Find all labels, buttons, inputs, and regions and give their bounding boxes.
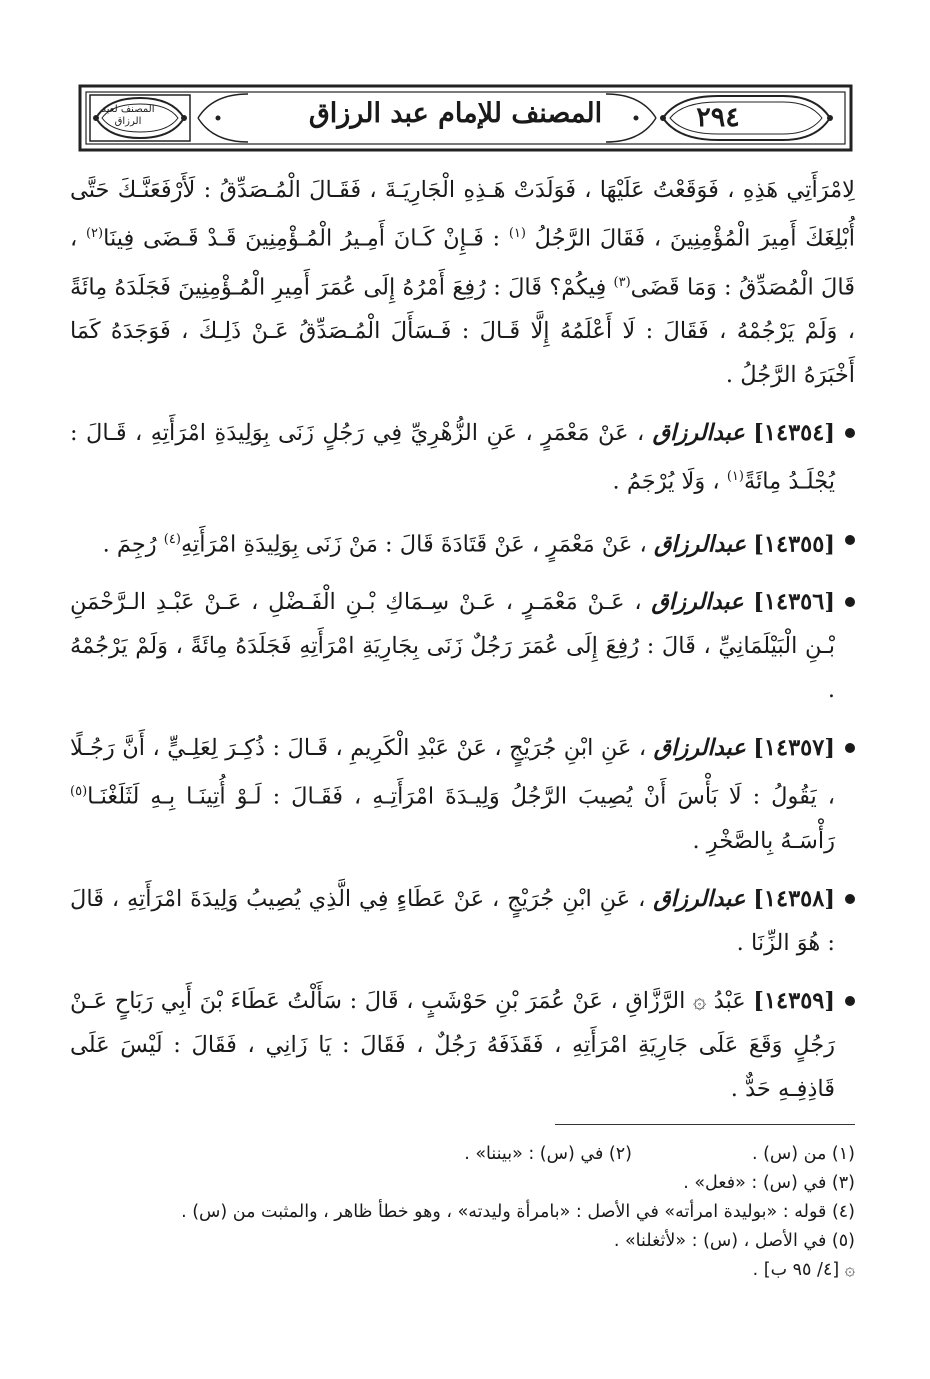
entry-text: ، وَلَا يُرْجَمُ . <box>612 468 720 495</box>
entry-number: [١٤٣٥٦] <box>753 589 835 615</box>
entry-text: ، عَنِ ابْنِ جُرَيْجٍ ، عَنْ عَبْدِ الْكَرِيمِ ، قَـالَ : ذُكِـرَ لِعَلِـيٍّ ، أَنَّ رَجُـلًا ، يَقُولُ : لَا بَأْسَ أَنْ يُصِيبَ الرَّجُلُ وَلِيـدَةَ امْرَأَتِـهِ ، فَقَـالَ : لَـوْ أُتِينَـا بِـهِ لَثَلَغْنَـا <box>70 735 835 810</box>
footnote-ref: (٣) <box>613 274 631 290</box>
footnote-ref: (٥) <box>70 784 88 799</box>
narrator-name: عبدالرزاق <box>653 531 747 557</box>
footnote-row <box>75 1140 855 1169</box>
entry-number: [١٤٣٥٨] <box>753 885 835 912</box>
running-title: المصنف للإمام عبد الرزاق <box>308 98 603 129</box>
hadith-entry <box>70 877 855 965</box>
entry-text: ، عَنْ مَعْمَرٍ ، عَنِ الزُّهْرِيِّ فِي رَجُلٍ زَنَى بِوَلِيدَةِ امْرَأَتِهِ ، قَـالَ : يُجْلَـدُ مِائَةً <box>70 420 835 495</box>
opening-text: : فَـإِنْ كَـانَ أَمِـيرُ الْمُـؤْمِنِينَ قَـدْ قَـضَى فِينَا <box>103 225 501 252</box>
entry-text: رَأْسَـهُ بِالصَّخْرِ . <box>692 827 835 854</box>
entry-text: ، عَنْ عُمَرَ بْنِ حَوْشَبٍ ، قَالَ : سَأَلْتُ عَطَاءَ بْنَ أَبِي رَبَاحٍ عَـنْ رَجُلٍ وَقَعَ عَلَى جَارِيَةِ امْرَأَتِهِ ، فَقَذَفَهُ رَجُلٌ ، فَقَالَ : يَا زَانِي ، فَقَالَ : لَيْسَ عَلَى قَاذِفِـهِ حَدٌّ . <box>70 987 835 1102</box>
narrator-name: عبدالرزاق <box>651 589 744 615</box>
narrator-name: عَبْدُ ۞ الرَّزَّاقِ <box>625 987 746 1014</box>
hadith-entry <box>70 411 855 504</box>
entry-text: ، عَـنْ مَعْمَـرٍ ، عَـنْ سِـمَاكِ بْـنِ الْفَـضْلِ ، عَـنْ عَبْـدِ الـرَّحْمَنِ بْـنِ الْبَيْلَمَانِيِّ ، قَالَ : رُفِعَ إِلَى عُمَرَ رَجُلٌ زَنَى بِجَارِيَةِ امْرَأَتِهِ فَجَلَدَهُ مِائَةً ، وَلَمْ يَرْجُمْهُ . <box>70 589 835 703</box>
footnote-3: (٣) في (س) : «فعل» . <box>683 1173 855 1193</box>
bullet-icon <box>845 428 855 438</box>
hadith-entry <box>70 518 855 567</box>
opening-text: فِيكُمْ؟ قَالَ : رُفِعَ أَمْرُهُ إِلَى عُمَرَ أَمِيرِ الْمُـؤْمِنِينَ فَجَلَدَهُ مِائَةً ، وَلَمْ يَرْجُمْهُ ، فَقَالَ : لَا أَعْلَمُهُ إِلَّا قَـالَ : فَـسَأَلَ الْمُـصَدِّقُ عَـنْ ذَلِـكَ ، فَوَجَدَهُ كَمَا أَخْبَرَهُ الرَّجُلُ . <box>70 274 855 388</box>
narrator-name: عبدالرزاق <box>653 735 746 761</box>
entry-text: رُجِمَ . <box>102 531 157 557</box>
narrator-name: عبدالرزاق <box>652 420 745 446</box>
bullet-icon <box>845 996 855 1006</box>
hadith-entry <box>70 726 855 863</box>
entry-text: ، عَنِ ابْنِ جُرَيْجٍ ، عَنْ عَطَاءٍ فِي الَّذِي يُصِيبُ وَلِيدَةَ امْرَأَتِهِ ، قَالَ : هُوَ الزِّنَا . <box>70 885 835 956</box>
seal-text: المصنف لعبد الرزاق <box>101 104 155 127</box>
main-text <box>70 168 855 1111</box>
entry-number: [١٤٣٥٧] <box>753 735 836 761</box>
opening-text: ، قَالَ الْمُصَدِّقُ : وَمَا قَضَى <box>70 225 856 300</box>
footnote-divider <box>555 1124 855 1125</box>
footnote-ref: (٤) <box>163 531 181 547</box>
opening-paragraph <box>70 168 855 397</box>
footnote-5: (٥) في الأصل ، (س) : «لأثغلنا» . <box>613 1231 855 1251</box>
footnote-2: (٢) في (س) : «بيننا» . <box>464 1144 632 1164</box>
narrator-name: عبدالرزاق <box>653 885 746 912</box>
bullet-icon <box>845 535 855 545</box>
bullet-icon <box>845 743 855 753</box>
footnote-4: (٤) قوله : «بوليدة امرأته» في الأصل : «بامرأة وليدته» ، وهو خطأ ظاهر ، والمثبت من (س) . <box>181 1202 855 1222</box>
page-number: ٢٩٤ <box>696 102 740 133</box>
manuscript-reference: ۞ [٤/ ٩٥ ب] . <box>752 1260 855 1280</box>
footnote-1: (١) من (س) . <box>751 1144 855 1164</box>
page-header <box>78 84 853 152</box>
opening-text: لِامْرَأَتِي هَذِهِ ، فَوَقَعْتُ عَلَيْهَا ، فَوَلَدَتْ هَـذِهِ الْجَارِيَـةَ ، فَقَـالَ الْمُـصَدِّقُ : لَأَرْفَعَنَّـكَ حَتَّى أُبْلِغَكَ أَمِيرَ الْمُؤْمِنِينَ ، فَقَالَ الرَّجُلُ <box>70 177 856 252</box>
footnote-ref: (١) <box>726 469 744 484</box>
footnote-ref: (١) <box>508 226 526 241</box>
bullet-icon <box>845 894 855 904</box>
entry-number: [١٤٣٥٤] <box>753 420 835 446</box>
entry-number: [١٤٣٥٥] <box>753 531 835 557</box>
footnotes <box>75 1140 855 1285</box>
entry-text: ، عَنْ مَعْمَرٍ ، عَنْ قَتَادَةَ قَالَ : مَنْ زَنَى بِوَلِيدَةِ امْرَأَتِهِ <box>180 531 647 557</box>
hadith-entry <box>70 979 855 1111</box>
footnote-ref: (٢) <box>85 226 104 241</box>
entry-number: [١٤٣٥٩] <box>753 987 836 1014</box>
hadith-entry <box>70 580 855 712</box>
bullet-icon <box>845 597 855 607</box>
